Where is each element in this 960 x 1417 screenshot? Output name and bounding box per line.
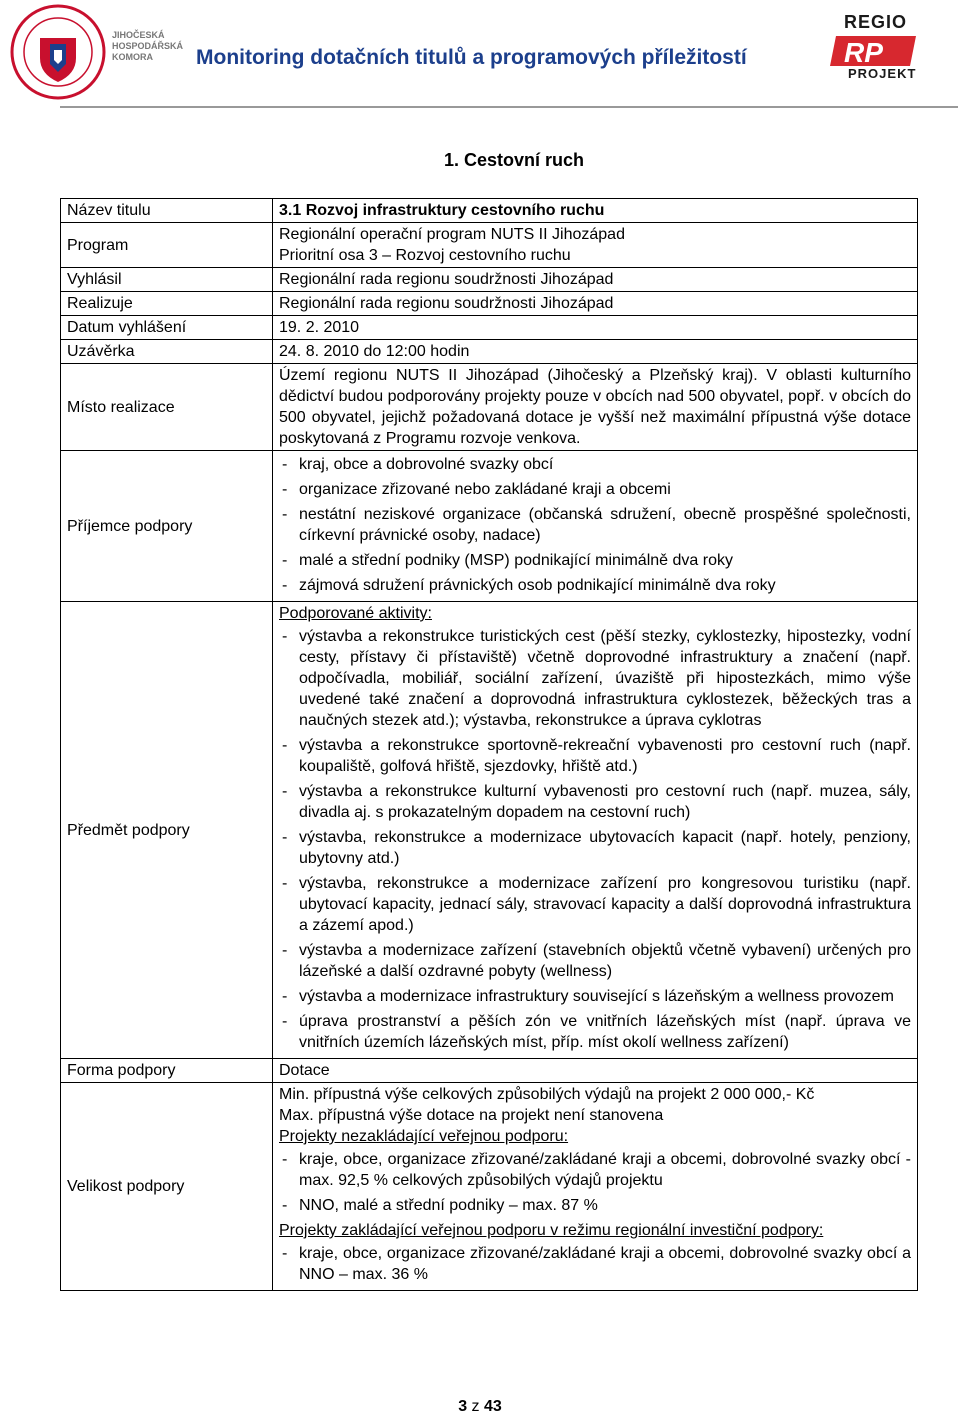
list-item: - výstavba a rekonstrukce turistických cest (pěší stezky, cyklostezky, hipostezky, vodní cesty, přístavy či přístaviště) včetně doprovodné infrastruktury a značení (např. odpočívadla, mobiliář, sociální zařízení, úvaziště při hipostezkách, mimo výše uvedené také značení a doprovodná infrastruktura cyklostezek, běžeckých tras a naučných stezek atd.); výstavba, rekonstrukce a úprava cyklotras: [279, 626, 911, 731]
row-value-subject: [273, 602, 918, 1059]
size-list-no-aid: [279, 1149, 911, 1216]
list-item: - kraj, obce a dobrovolné svazky obcí: [279, 454, 911, 475]
row-value-announcer: Regionální rada regionu soudržnosti Jihozápad: [273, 268, 918, 292]
list-item: - organizace zřizované nebo zakládané kraji a obcemi: [279, 479, 911, 500]
row-label: Uzávěrka: [61, 340, 273, 364]
table-row: [61, 451, 918, 602]
program-line: Prioritní osa 3 – Rozvoj cestovního ruchu: [279, 247, 571, 264]
size-heading-aid: Projekty zakládající veřejnou podporu v režimu regionální investiční podpory:: [279, 1222, 824, 1239]
list-item: - NNO, malé a střední podniky – max. 87 %: [279, 1195, 911, 1216]
list-item: - úprava prostranství a pěších zón ve vnitřních lázeňských míst (např. úprava ve vnitřních územích lázeňských míst, příp. míst okolí wellness zařízení): [279, 1011, 911, 1053]
page-header: [0, 0, 960, 108]
row-value-announce-date: 19. 2. 2010: [273, 316, 918, 340]
table-row: [61, 223, 918, 268]
regio-projekt-logo: REGIO RP PROJEKT: [830, 12, 920, 84]
row-label: Forma podpory: [61, 1059, 273, 1083]
list-item: - výstavba a rekonstrukce sportovně-rekreační vybavenosti pro cestovní ruch (např. koupaliště, golfová hřiště, sjezdovky, hřiště atd.): [279, 735, 911, 777]
rp-logo-icon: [830, 34, 920, 68]
table-row: [61, 364, 918, 451]
row-label: Předmět podpory: [61, 602, 273, 1059]
table-row: [61, 292, 918, 316]
row-label: Program: [61, 223, 273, 268]
list-item: - nestátní neziskové organizace (občanská sdružení, obecně prospěšné společnosti, církevní právnické osoby, nadace): [279, 504, 911, 546]
chamber-logo-text: JIHOČESKÁ HOSPODÁŘSKÁ KOMORA: [112, 30, 184, 62]
row-value-location: Území regionu NUTS II Jihozápad (Jihočeský a Plzeňský kraj). V oblasti kulturního dědictví budou podporovány projekty pouze v obcích nad 500 obyvatel, popř. v obcích do 500 obyvatel, jejichž požadovaná dotace je vyšší než maximální přípustná výše dotace poskytovaná z Programu rozvoje venkova.: [273, 364, 918, 451]
list-item: - kraje, obce, organizace zřizované/zakládané kraji a obcemi, dobrovolné svazky obcí - max. 92,5 % celkových způsobilých výdajů projektu: [279, 1149, 911, 1191]
row-value-program: [273, 223, 918, 268]
row-value-deadline: 24. 8. 2010 do 12:00 hodin: [273, 340, 918, 364]
table-row: [61, 199, 918, 223]
row-label: Příjemce podpory: [61, 451, 273, 602]
page-title: Monitoring dotačních titulů a programových příležitostí: [196, 46, 747, 69]
page-number: [0, 1398, 960, 1416]
list-item: - malé a střední podniky (MSP) podnikající minimálně dva roky: [279, 550, 911, 571]
grant-info-table: [60, 198, 918, 1291]
activities-list: [279, 626, 911, 1053]
row-value-implementer: Regionální rada regionu soudržnosti Jihozápad: [273, 292, 918, 316]
row-label: Název titulu: [61, 199, 273, 223]
header-divider: [60, 106, 958, 108]
list-item: - výstavba a modernizace infrastruktury související s lázeňským a wellness provozem: [279, 986, 911, 1007]
row-label: Realizuje: [61, 292, 273, 316]
list-item: - zájmová sdružení právnických osob podnikající minimálně dva roky: [279, 575, 911, 596]
row-label: Místo realizace: [61, 364, 273, 451]
table-row: [61, 340, 918, 364]
table-row: [61, 602, 918, 1059]
table-row: [61, 1083, 918, 1291]
table-row: [61, 316, 918, 340]
size-heading-no-aid: Projekty nezakládající veřejnou podporu:: [279, 1128, 569, 1145]
svg-text:RP: RP: [844, 37, 883, 68]
program-line: Regionální operační program NUTS II Jihozápad: [279, 226, 625, 243]
size-list-aid: [279, 1243, 911, 1285]
activities-heading: Podporované aktivity:: [279, 605, 432, 622]
size-max-line: Max. přípustná výše dotace na projekt není stanovena: [279, 1107, 664, 1124]
table-row: [61, 1059, 918, 1083]
chamber-logo-icon: [10, 4, 106, 100]
table-row: [61, 268, 918, 292]
list-item: - kraje, obce, organizace zřizované/zakládané kraji a obcemi, dobrovolné svazky obcí a NNO – max. 36 %: [279, 1243, 911, 1285]
row-label: Datum vyhlášení: [61, 316, 273, 340]
page-total: 43: [484, 1398, 502, 1415]
row-value-form: Dotace: [273, 1059, 918, 1083]
size-min-line: Min. přípustná výše celkových způsobilých výdajů na projekt 2 000 000,- Kč: [279, 1086, 815, 1103]
page-current: 3: [458, 1398, 468, 1415]
list-item: - výstavba, rekonstrukce a modernizace zařízení pro kongresovou turistiku (např. ubytovací kapacity, jednací sály, stravovací kapacity a další doprovodná infrastruktura a zázemí apod.): [279, 873, 911, 936]
row-value-recipients: [273, 451, 918, 602]
list-item: - výstavba, rekonstrukce a modernizace ubytovacích kapacit (např. hotely, penziony, ubytovny atd.): [279, 827, 911, 869]
row-label: Vyhlásil: [61, 268, 273, 292]
page-sep: z: [471, 1398, 480, 1415]
row-value-size: [273, 1083, 918, 1291]
recipients-list: [279, 454, 911, 596]
row-label: Velikost podpory: [61, 1083, 273, 1291]
row-value-title: 3.1 Rozvoj infrastruktury cestovního ruchu: [273, 199, 918, 223]
list-item: - výstavba a rekonstrukce kulturní vybavenosti pro cestovní ruch (např. muzea, sály, divadla aj. s prokazatelným dopadem na cestovní ruch): [279, 781, 911, 823]
section-title: 1. Cestovní ruch: [444, 150, 585, 170]
list-item: - výstavba a modernizace zařízení (stavebních objektů včetně vybavení) určených pro lázeňské a další ozdravné pobyty (wellness): [279, 940, 911, 982]
